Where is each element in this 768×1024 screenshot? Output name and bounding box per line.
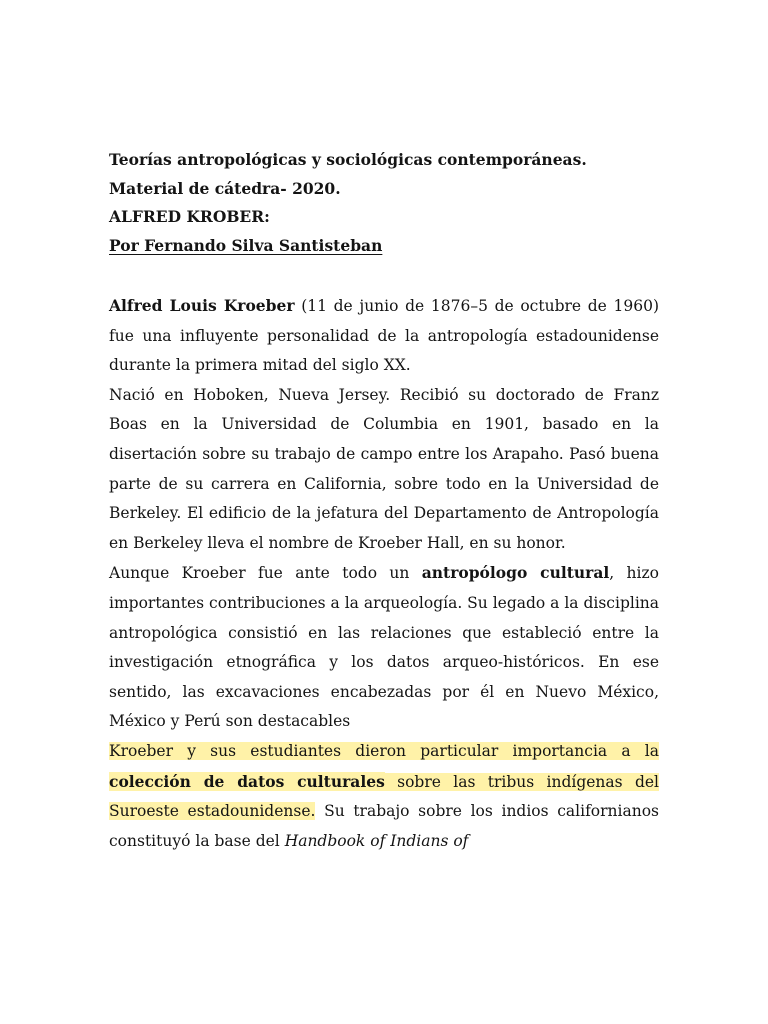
document-heading bbox=[109, 146, 669, 260]
document-body bbox=[109, 291, 659, 856]
paragraph-students bbox=[109, 737, 659, 856]
paragraph-contributions-after: , hizo importantes contribuciones a la arqueología. Su legado a la disciplina antropológica consistió en las relaciones que estableció entre la investigación etnográfica y los datos arqueo-históricos. En ese sentido, las excavaciones encabezadas por él en Nuevo México, México y Perú son destacables bbox=[109, 564, 660, 731]
paragraph-contributions bbox=[109, 558, 659, 737]
paragraph-intro bbox=[109, 291, 659, 381]
highlight-segment-1: Kroeber y sus estudiantes dieron particular importancia a la bbox=[109, 741, 659, 760]
paragraph-contributions-before: Aunque Kroeber fue ante todo un bbox=[109, 564, 422, 583]
material-label: Material de cátedra- 2020. bbox=[109, 178, 341, 198]
emphasis-cultural-anthropologist: antropólogo cultural bbox=[421, 563, 610, 583]
highlight-segment-2: sobre las tribus indígenas del Suroeste estadounidense. bbox=[109, 772, 659, 821]
paragraph-biography-text: Nació en Hoboken, Nueva Jersey. Recibió su doctorado de Franz Boas en la Universidad de Columbia en 1901, basado en la disertación sobre su trabajo de campo entre los Arapaho. Pasó buena parte de su carrera en California, sobre todo en la Universidad de Berkeley. El edificio de la jefatura del Departamento de Antropología en Berkeley lleva el nombre de Kroeber Hall, en su honor. bbox=[109, 385, 659, 552]
highlight-emphasis-cultural-data: colección de datos culturales bbox=[109, 771, 385, 791]
course-title: Teorías antropológicas y sociológicas contemporáneas. bbox=[109, 150, 587, 169]
person-name: Alfred Louis Kroeber bbox=[109, 296, 295, 315]
paragraph-students-rest: Su trabajo sobre los indios californianos constituyó la base del bbox=[109, 802, 659, 850]
paragraph-biography bbox=[109, 381, 659, 559]
subject-title: ALFRED KROBER: bbox=[109, 207, 270, 226]
paragraph-intro-text: (11 de junio de 1876–5 de octubre de 1960) fue una influyente personalidad de la antropología estadounidense durante la primera mitad del siglo XX. bbox=[109, 297, 659, 375]
handbook-title: Handbook of Indians of bbox=[284, 831, 469, 850]
author-byline: Por Fernando Silva Santisteban bbox=[109, 235, 383, 255]
